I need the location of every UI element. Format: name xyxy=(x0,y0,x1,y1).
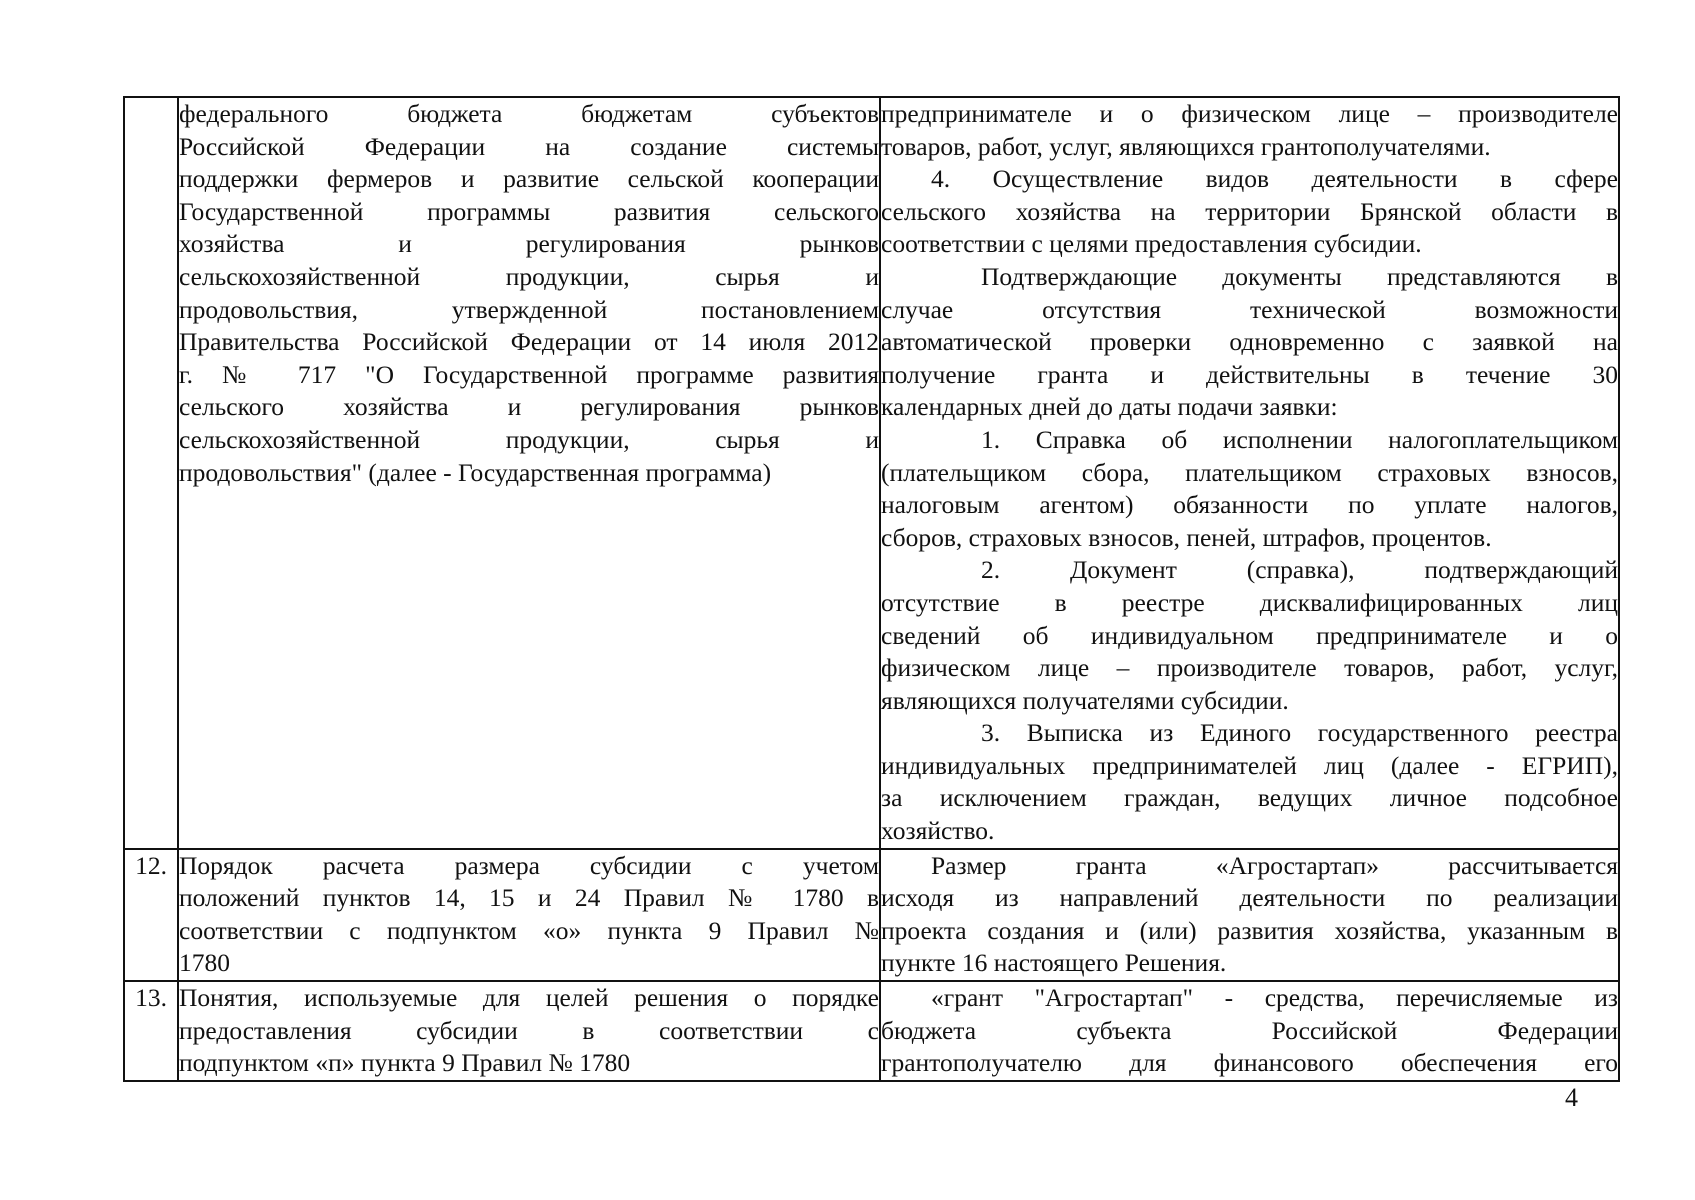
text-line: сборов, страховых взносов, пеней, штрафов, процентов. xyxy=(881,522,1492,552)
text-line: соответствии с подпунктом «о» пункта 9 Правил № xyxy=(179,915,879,945)
text-line: г. № 717 "О Государственной программе развития xyxy=(179,359,879,389)
text-line: Российской Федерации на создание системы xyxy=(179,131,879,161)
text-line: являющихся получателями субсидии. xyxy=(881,685,1289,715)
text-line: сельскохозяйственной продукции, сырья и xyxy=(179,261,879,291)
text-line: поддержки фермеров и развитие сельской кооперации xyxy=(179,164,879,194)
text-line: сельскохозяйственной продукции, сырья и xyxy=(179,424,879,454)
row-left-cell xyxy=(178,849,880,981)
table-row xyxy=(124,97,1619,849)
text-line: Правительства Российской Федерации от 14 июля 2012 xyxy=(179,327,879,357)
text-line: пункте 16 настоящего Решения. xyxy=(881,948,1227,978)
row-number: 12. xyxy=(124,849,178,981)
row-right-cell xyxy=(880,981,1619,1081)
row-left-cell xyxy=(178,981,880,1081)
text-line: отсутствие в реестре дисквалифицированных лиц xyxy=(881,587,1618,617)
text-line: сведений об индивидуальном предпринимателе и о xyxy=(881,620,1618,650)
text-line: бюджета субъекта Российской Федерации xyxy=(881,1015,1618,1045)
text-line: индивидуальных предпринимателей лиц (далее - ЕГРИП), xyxy=(881,750,1618,780)
document-table xyxy=(123,96,1620,1082)
text-line: соответствии с целями предоставления субсидии. xyxy=(881,229,1422,259)
text-line: предоставления субсидии в соответствии с xyxy=(179,1015,879,1045)
row-number: 13. xyxy=(124,981,178,1081)
text-line: сельского хозяйства на территории Брянской области в xyxy=(881,196,1618,226)
text-line: подпунктом «п» пункта 9 Правил № 1780 xyxy=(179,1048,631,1078)
text-line: хозяйства и регулирования рынков xyxy=(179,229,879,259)
text-line: Подтверждающие документы представляются в xyxy=(981,261,1618,291)
page-number: 4 xyxy=(1565,1083,1578,1112)
text-line: продовольствия, утвержденной постановлением xyxy=(179,294,879,324)
table-row xyxy=(124,981,1619,1081)
text-line: федерального бюджета бюджетам субъектов xyxy=(179,99,879,128)
text-line: 1780 xyxy=(179,948,230,978)
text-line: предпринимателе и о физическом лице – производителе xyxy=(881,99,1618,128)
text-line: положений пунктов 14, 15 и 24 Правил № 1780 в xyxy=(179,883,879,913)
text-line: товаров, работ, услуг, являющихся грантополучателями. xyxy=(881,131,1491,161)
row-left-cell xyxy=(178,97,880,849)
text-line: грантополучателю для финансового обеспечения его xyxy=(881,1048,1618,1078)
text-line: «грант "Агростартап" - средства, перечисляемые из xyxy=(931,983,1618,1013)
table-row xyxy=(124,849,1619,981)
text-line: проекта создания и (или) развития хозяйства, указанным в xyxy=(881,915,1618,945)
text-line: автоматической проверки одновременно с заявкой на xyxy=(881,327,1618,357)
text-line: за исключением граждан, ведущих личное подсобное xyxy=(881,783,1618,813)
text-line: продовольствия" (далее - Государственная программа) xyxy=(179,457,772,487)
text-line: физическом лице – производителе товаров, работ, услуг, xyxy=(881,653,1618,683)
text-line: Размер гранта «Агростартап» рассчитывается xyxy=(931,850,1618,880)
text-line: хозяйство. xyxy=(881,816,995,846)
text-line: 4. Осуществление видов деятельности в сфере xyxy=(931,164,1618,194)
text-line: получение гранта и действительны в течение 30 xyxy=(881,359,1618,389)
text-line: Порядок расчета размера субсидии с учетом xyxy=(179,850,879,880)
text-line: Понятия, используемые для целей решения о порядке xyxy=(179,983,879,1013)
row-right-cell xyxy=(880,849,1619,981)
text-line: 2. Документ (справка), подтверждающий xyxy=(981,555,1618,585)
text-line: 1. Справка об исполнении налогоплательщиком xyxy=(981,424,1618,454)
text-line: Государственной программы развития сельского xyxy=(179,196,879,226)
text-line: исходя из направлений деятельности по реализации xyxy=(881,883,1618,913)
row-number xyxy=(124,97,178,849)
text-line: (плательщиком сбора, плательщиком страховых взносов, xyxy=(881,457,1618,487)
row-right-cell xyxy=(880,97,1619,849)
text-line: календарных дней до даты подачи заявки: xyxy=(881,392,1338,422)
text-line: случае отсутствия технической возможности xyxy=(881,294,1618,324)
text-line: сельского хозяйства и регулирования рынков xyxy=(179,392,879,422)
text-line: 3. Выписка из Единого государственного реестра xyxy=(981,718,1618,748)
text-line: налоговым агентом) обязанности по уплате налогов, xyxy=(881,490,1618,520)
